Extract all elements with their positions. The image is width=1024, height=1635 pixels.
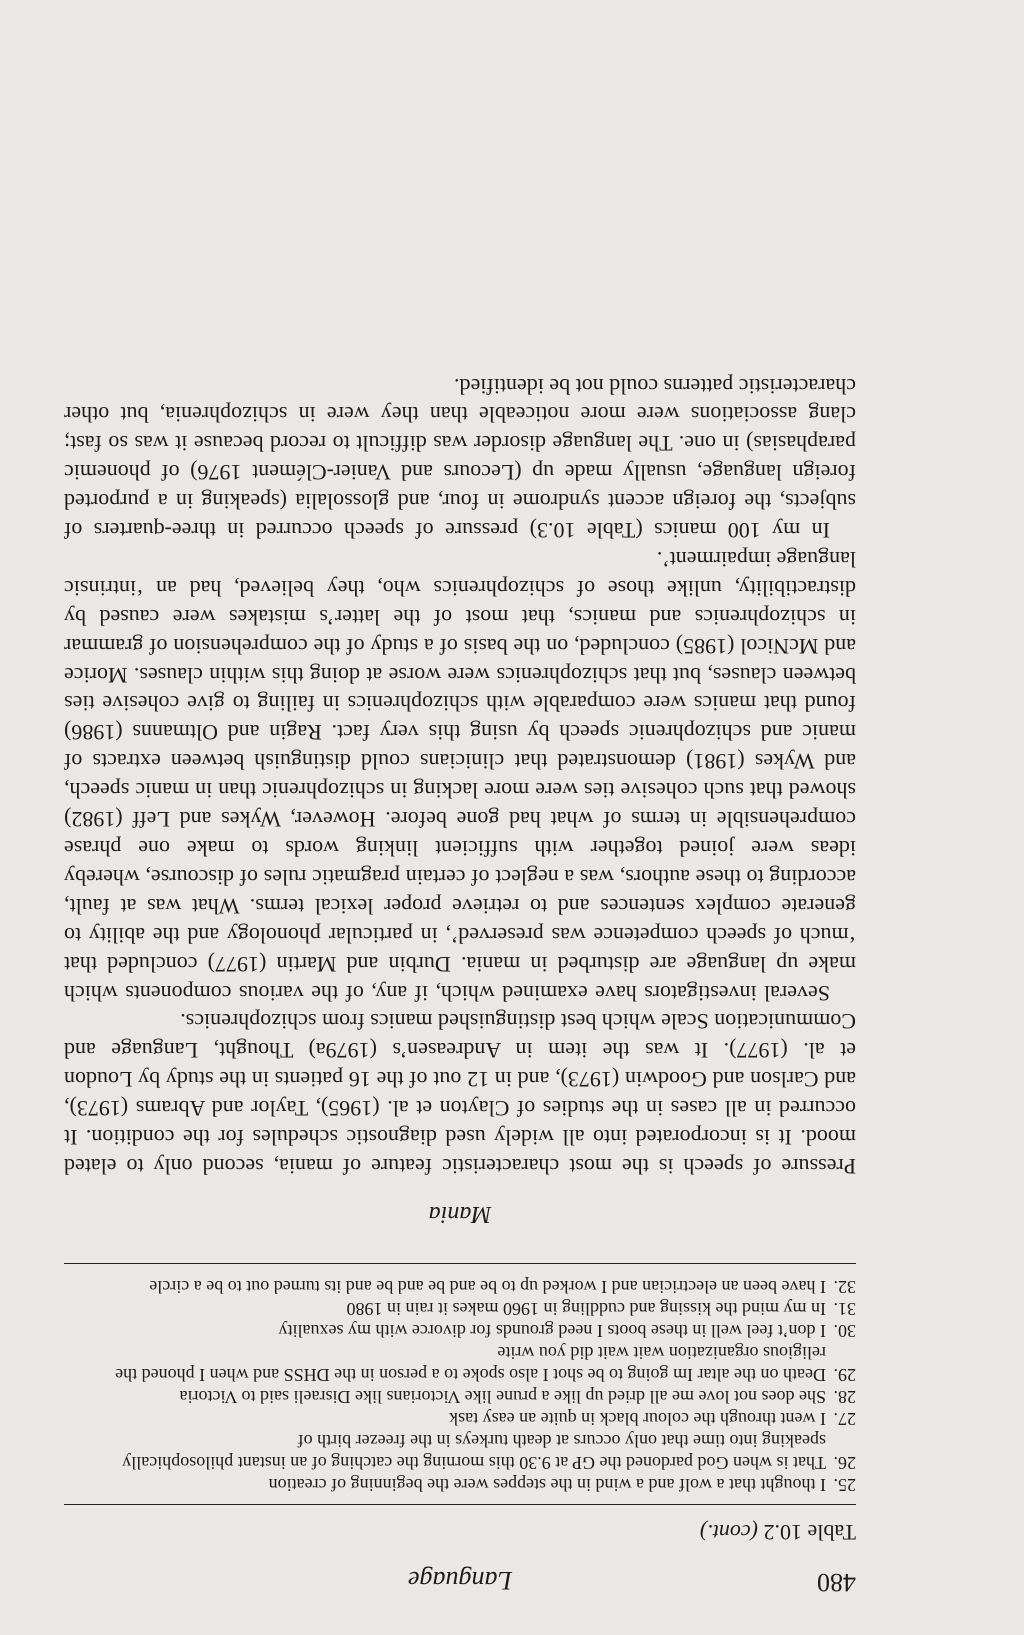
table-item [64, 1276, 856, 1298]
item-text: In my mind the kissing and cuddling in 1960 makes it rain in 1980 [346, 1299, 826, 1319]
page-number: 480 [817, 1568, 856, 1597]
paragraph: Several investigators have examined which, if any, of the various components which make up language are disturbed in mania. Durbin and Martin (1977) concluded that ‘much of speech competence was preserved’, in particular phonology and the ability to generate complex sentences and to retrieve proper lexical terms. What was at fault, according to these authors, was a neglect of certain pragmatic rules of discourse, whereby ideas were joined together with sufficient linking words to make one phrase comprehensible in terms of what had gone before. However, Wykes and Leff (1982) showed that such cohesive ties were more lacking in schizophrenic than in manic speech, and Wykes (1981) demonstrated that clinicians could distinguish between extracts of manic and schizophrenic speech by using this very fact. Ragin and Oltmanns (1986) found that manics were comparable with schizophrenics in failing to give cohesive ties between clauses, but that schizophrenics were worse at doing this within clauses. Morice and McNicol (1985) concluded, on the basis of a study of the comprehension of grammar in schizophrenics and manics, that most of the latter’s mistakes were caused by distractibility, unlike those of schizophrenics who, they believed, had an ‘intrinsic language impairment’. [64, 546, 856, 1006]
table-cont: (cont.) [699, 1520, 758, 1545]
table-caption [64, 1519, 856, 1545]
paragraph: In my 100 manics (Table 10.3) pressure of speech occurred in three-quarters of subjects, the foreign accent syndrome in four, and glossolalia (speaking in a purported foreign language, usually made up (Lecours and Vanier-Clément 1976) of phonemic paraphasias) in one. The language disorder was difficult to record because it was so fast; clang associations were more noticeable than they were in schizophrenia, but other characteristic patterns could not be identified. [64, 373, 856, 544]
item-number: 32. [833, 1277, 856, 1297]
table-item [64, 1298, 856, 1320]
item-number: 26. [833, 1453, 856, 1473]
table-top-rule [64, 1504, 856, 1505]
table-bottom-rule [64, 1263, 856, 1264]
paragraph: Pressure of speech is the most characteristic feature of mania, second only to elated mood. It is incorporated into all widely used diagnostic schedules for the condition. It occurred in all cases in the studies of Clayton et al. (1965), Taylor and Abrams (1973), and Carlson and Goodwin (1973), and in 12 out of the 16 patients in the study by Loudon et al. (1977). It was the item in Andreasen’s (1979a) Thought, Language and Communication Scale which best distinguished manics from schizophrenics. [64, 1009, 856, 1179]
item-number: 29. [833, 1365, 856, 1385]
table-item [64, 1408, 856, 1430]
section-heading: Mania [428, 1201, 492, 1227]
item-number: 25. [833, 1475, 856, 1495]
table-label: Table 10.2 [763, 1520, 856, 1545]
item-text: She does not love me all dried up like a prune like Victorians like Disraeli said to Victoria [179, 1387, 826, 1407]
page-header [64, 1563, 856, 1597]
item-text: I have been an electrician and I worked up to be and be and be and its turned out to be a circle [149, 1277, 826, 1297]
item-text: Death on the altar Im going to be shot I also spoke to a person in the DHSS and when I phoned the religious organization wait wait did you write [115, 1343, 826, 1385]
item-text: I don’t feel well in these boots I need grounds for divorce with my sexuality [278, 1321, 826, 1341]
item-number: 28. [833, 1387, 856, 1407]
page-content [64, 371, 856, 1597]
item-number: 31. [833, 1299, 856, 1319]
table-item [64, 1474, 856, 1496]
running-head: Language [408, 1566, 512, 1595]
table-item [64, 1430, 856, 1474]
item-text: That is when God pardoned the GP at 9.30 this morning the catching of an instant philosophically speaking into time that only occurs at death turkeys in the freezer birth of [122, 1431, 826, 1473]
table-item [64, 1342, 856, 1386]
table-item [64, 1386, 856, 1408]
table-items [64, 1276, 856, 1496]
item-number: 30. [833, 1321, 856, 1341]
table-item [64, 1320, 856, 1342]
item-number: 27. [833, 1409, 856, 1429]
item-text: I went through the colour black in quite an easy task [449, 1409, 826, 1429]
item-text: I thought that a wolf and a wind in the steppes were the beginning of creation [268, 1475, 826, 1495]
body-text [64, 371, 856, 1180]
